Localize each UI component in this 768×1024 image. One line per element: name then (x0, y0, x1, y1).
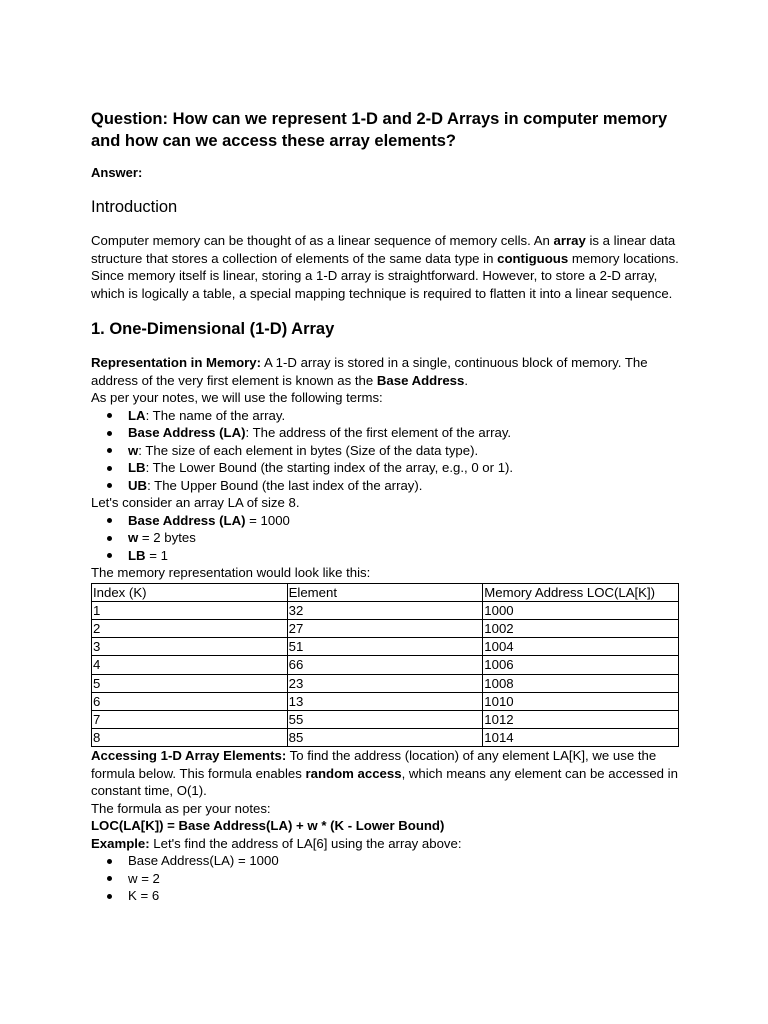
table-row (92, 638, 679, 656)
list-item: K = 6 (91, 887, 681, 905)
intro-text-1: Computer memory can be thought of as a linear sequence of memory cells. An (91, 233, 554, 248)
term: Base Address (LA) (128, 512, 246, 528)
list-item (91, 459, 681, 477)
cell-address: 1006 (483, 656, 679, 674)
term: Base Address (LA) (128, 425, 246, 440)
given-list (91, 512, 681, 565)
term: UB (128, 477, 148, 493)
header-address: Memory Address LOC(LA[K]) (483, 583, 679, 601)
cell-index: 6 (92, 692, 288, 710)
terms-intro: As per your notes, we will use the following terms: (91, 390, 383, 405)
cell-element: 32 (287, 601, 483, 619)
list-item (91, 547, 681, 565)
cell-index: 1 (92, 601, 288, 619)
intro-text-2: is a linear data structure that stores a collection of elements of the same data type in (91, 233, 676, 266)
term-desc: = 2 bytes (138, 530, 196, 545)
header-element: Element (287, 583, 483, 601)
list-item (91, 424, 681, 442)
example-label: Example: (91, 835, 150, 851)
term: LA (128, 407, 146, 423)
cell-element: 23 (287, 674, 483, 692)
cell-address: 1004 (483, 638, 679, 656)
cell-element: 66 (287, 656, 483, 674)
table-row (92, 710, 679, 728)
cell-index: 7 (92, 710, 288, 728)
intro-paragraph (91, 232, 681, 302)
question-heading: Question: How can we represent 1-D and 2-D Arrays in computer memory and how can we access these array elements? (91, 110, 668, 150)
access-label: Accessing 1-D Array Elements: (91, 748, 287, 764)
consider-line: Let's consider an array LA of size 8. (91, 495, 300, 510)
table-header-row (92, 583, 679, 601)
cell-address: 1014 (483, 729, 679, 747)
term: w (128, 530, 139, 545)
cell-element: 51 (287, 638, 483, 656)
rep-label: Representation in Memory: (91, 355, 262, 370)
answer-label: Answer: (91, 165, 143, 180)
list-item (91, 477, 681, 495)
table-row (92, 656, 679, 674)
access-paragraph (91, 747, 681, 800)
cell-element: 27 (287, 619, 483, 637)
list-item: Base Address(LA) = 1000 (91, 852, 681, 870)
access-text-2: , which means any element can be accessed in constant time, O(1). (91, 765, 678, 799)
table-row (92, 729, 679, 747)
cell-address: 1010 (483, 692, 679, 710)
rep-text-2: . (464, 372, 469, 388)
access-bold-random-access: random access (305, 765, 402, 781)
table-row (92, 692, 679, 710)
cell-index: 2 (92, 619, 288, 637)
table-row (92, 619, 679, 637)
cell-address: 1002 (483, 619, 679, 637)
cell-address: 1012 (483, 710, 679, 728)
cell-address: 1008 (483, 674, 679, 692)
terms-list (91, 407, 681, 495)
header-index: Index (K) (92, 583, 288, 601)
cell-index: 4 (92, 656, 288, 674)
term: w (128, 442, 139, 458)
term-desc: : The name of the array. (145, 407, 286, 423)
list-item (91, 442, 681, 460)
intro-bold-array: array (553, 233, 586, 248)
list-item: w = 2 (91, 870, 681, 888)
example-text: Let's find the address of LA[6] using the array above: (149, 835, 462, 851)
intro-text-3: memory locations. Since memory itself is linear, storing a 1-D array is straightforward. However, to store a 2-D array, which is logically a table, a special mapping technique is required to flatten it into a linear sequence. (91, 250, 679, 301)
cell-address: 1000 (483, 601, 679, 619)
formula-text: LOC(LA[K]) = Base Address(LA) + w * (K - Lower Bound) (91, 818, 445, 834)
term-desc: : The size of each element in bytes (Size of the data type). (138, 442, 479, 458)
list-item (91, 407, 681, 425)
intro-heading: Introduction (91, 198, 178, 216)
term-desc: = 1000 (245, 512, 290, 528)
cell-index: 3 (92, 638, 288, 656)
intro-bold-contiguous: contiguous (497, 250, 569, 266)
list-item (91, 529, 681, 547)
term-desc: : The Upper Bound (the last index of the array). (147, 477, 423, 493)
example-paragraph (91, 835, 681, 853)
example-list (91, 852, 681, 905)
cell-element: 55 (287, 710, 483, 728)
term: LB (128, 547, 146, 563)
term-desc: : The Lower Bound (the starting index of the array, e.g., 0 or 1). (145, 460, 514, 475)
memory-table (91, 583, 679, 748)
term: LB (128, 460, 146, 475)
rep-text-1: A 1-D array is stored in a single, continuous block of memory. The address of the very first element is known as the (91, 355, 648, 388)
term-desc: : The address of the first element of the array. (245, 425, 512, 440)
cell-index: 5 (92, 674, 288, 692)
table-row (92, 601, 679, 619)
document-content (91, 108, 681, 905)
formula (91, 817, 681, 835)
representation-paragraph (91, 354, 681, 389)
cell-element: 13 (287, 692, 483, 710)
list-item (91, 512, 681, 530)
rep-bold-base-address: Base Address (376, 372, 465, 388)
cell-element: 85 (287, 729, 483, 747)
cell-index: 8 (92, 729, 288, 747)
table-intro: The memory representation would look like this: (91, 565, 371, 580)
access-text-1: To find the address (location) of any element LA[K], we use the formula below. This formula enables (91, 748, 657, 781)
section1-heading: 1. One-Dimensional (1-D) Array (91, 320, 335, 338)
term-desc: = 1 (145, 547, 168, 563)
table-row (92, 674, 679, 692)
formula-intro: The formula as per your notes: (91, 800, 271, 816)
